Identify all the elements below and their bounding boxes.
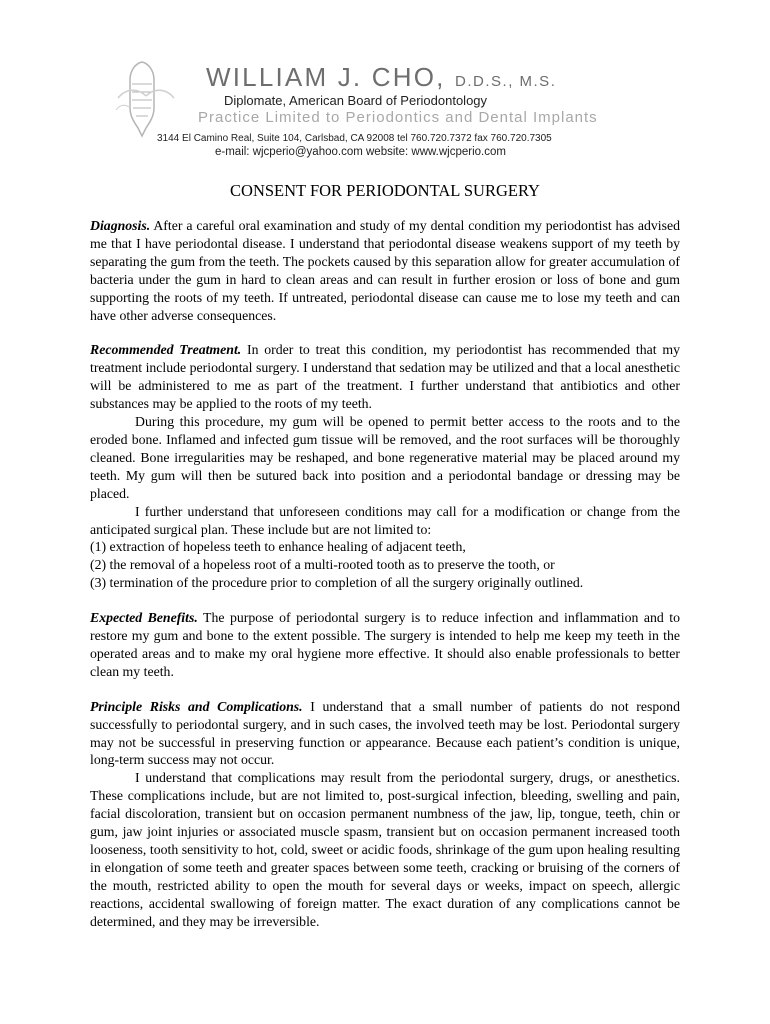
- practice-line: Practice Limited to Periodontics and Dental Implants: [198, 109, 598, 126]
- risks-complications-paragraph: I understand that complications may result from the periodontal surgery, drugs, or anesthetics. These complications include, but are not limited to, post-surgical infection, bleeding, swelling and pain, facial discoloration, transient but on occasion permanent numbness of the jaw, lip, tongue, teeth, chin or gum, jaw joint injuries or associated muscle spasm, transient but on occasion permanent increased tooth looseness, tooth sensitivity to hot, cold, sweet or acidic foods, shrinkage of the gum upon healing resulting in elongation of some teeth and greater spaces between some teeth, cracking or bruising of the corners of the mouth, restricted ability to open the mouth for several days or weeks, impact on speech, allergic reactions, accidental swallowing of foreign matter. The exact duration of any complications cannot be determined, and they may be irreversible.: [90, 770, 680, 929]
- risks-heading: Principle Risks and Complications.: [90, 698, 303, 714]
- treatment-list-item: (3) termination of the procedure prior to completion of all the surgery originally outlined.: [90, 575, 584, 591]
- address-line: 3144 El Camino Real, Suite 104, Carlsbad, CA 92008 tel 760.720.7372 fax 760.720.7305: [157, 133, 552, 144]
- benefits-section: [90, 609, 680, 681]
- doctor-name: [206, 62, 556, 93]
- document-title: CONSENT FOR PERIODONTAL SURGERY: [230, 181, 540, 200]
- doctor-name-text: WILLIAM J. CHO,: [206, 62, 446, 92]
- diplomate-line: Diplomate, American Board of Periodontology: [224, 93, 488, 108]
- diagnosis-section: [90, 217, 680, 324]
- benefits-heading: Expected Benefits.: [90, 610, 198, 626]
- treatment-heading: Recommended Treatment.: [90, 342, 242, 358]
- letterhead: [0, 0, 770, 170]
- treatment-procedure-paragraph: During this procedure, my gum will be opened to permit better access to the roots and to the eroded bone. Inflamed and infected gum tissue will be removed, and the root surfaces will be thoroughly cleaned. Bone irregularities may be reshaped, and bone regenerative material may be placed around my teeth. My gum will then be sutured back into position and a periodontal bandage or dressing may be placed.: [90, 414, 680, 501]
- risks-text: I understand that a small number of patients do not respond successfully to periodontal surgery, and in such cases, the involved teeth may be lost. Periodontal surgery may not be successful in preserving function or appearance. Because each patient’s condition is unique, long-term success may not occur.: [90, 698, 680, 768]
- dental-implant-logo: [112, 58, 180, 140]
- diagnosis-text: After a careful oral examination and study of my dental condition my periodontist has advised me that I have periodontal disease. I understand that periodontal disease weakens support of my teeth by separating the gum from the teeth. The pockets caused by this separation allow for greater accumulation of bacteria under the gum in hard to clean areas and can result in further erosion or loss of bone and gum supporting the roots of my teeth. If untreated, periodontal disease can cause me to lose my teeth and can have other adverse consequences.: [90, 218, 680, 323]
- treatment-unforeseen-paragraph: I further understand that unforeseen conditions may call for a modification or change from the anticipated surgical plan. These include but are not limited to:: [90, 503, 680, 537]
- diagnosis-heading: Diagnosis.: [90, 218, 151, 233]
- credentials: D.D.S., M.S.: [455, 73, 557, 90]
- benefits-text: The purpose of periodontal surgery is to reduce infection and inflammation and to restore my gum and bone to the extent possible. The surgery is intended to help me keep my teeth in the operated areas and to make my oral hygiene more effective. It should also enable professionals to better clean my teeth.: [90, 610, 680, 679]
- contact-line: e-mail: wjcperio@yahoo.com website: www.wjcperio.com: [215, 146, 506, 158]
- treatment-list-item: (2) the removal of a hopeless root of a multi-rooted tooth as to preserve the tooth, or: [90, 557, 555, 573]
- treatment-text: In order to treat this condition, my periodontist has recommended that my treatment include periodontal surgery. I understand that sedation may be utilized and that a local anesthetic will be administered to me as part of the treatment. I further understand that antibiotics and other substances may be applied to the roots of my teeth.: [90, 342, 681, 412]
- document-body: [90, 217, 680, 931]
- treatment-section: [90, 341, 680, 413]
- risks-section: [90, 698, 680, 770]
- treatment-list-item: (1) extraction of hopeless teeth to enhance healing of adjacent teeth,: [90, 539, 466, 555]
